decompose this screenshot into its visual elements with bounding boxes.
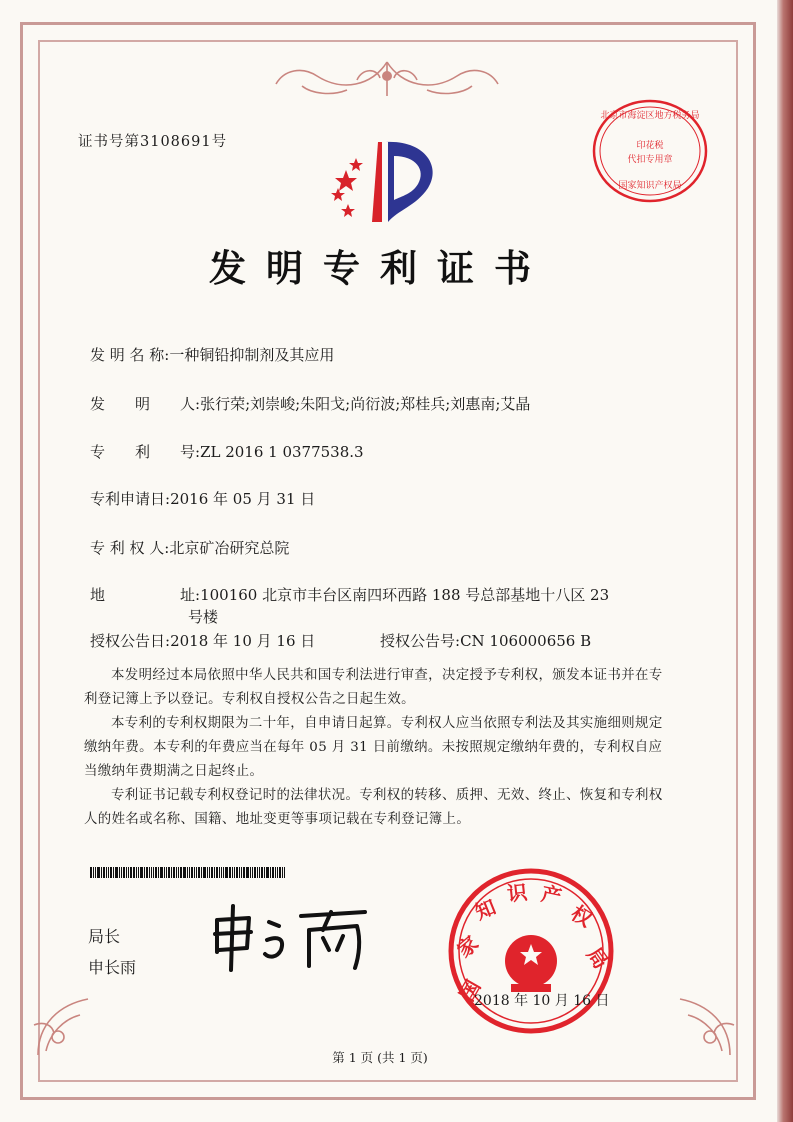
barcode-bar — [266, 867, 269, 878]
barcode-bar — [168, 867, 170, 878]
barcode-bar — [173, 867, 175, 878]
page-edge — [777, 0, 793, 1122]
barcode-bar — [275, 867, 276, 878]
inventors-label: 发 明 人: — [90, 395, 201, 413]
barcode-bar — [180, 867, 182, 878]
barcode — [90, 867, 286, 878]
filing-date-row — [90, 488, 315, 509]
barcode-bar — [252, 867, 253, 878]
barcode-bar — [108, 867, 109, 878]
barcode-bar — [272, 867, 274, 878]
grant-date-label: 授权公告日: — [90, 632, 171, 650]
barcode-bar — [146, 867, 148, 878]
barcode-bar — [277, 867, 278, 878]
barcode-bar — [198, 867, 200, 878]
barcode-bar — [250, 867, 251, 878]
patentee-label: 专 利 权 人: — [90, 539, 170, 557]
barcode-bar — [187, 867, 188, 878]
svg-text:家: 家 — [452, 931, 483, 963]
barcode-bar — [90, 867, 92, 878]
barcode-bar — [178, 867, 179, 878]
filing-date-value: 2016 年 05 月 31 日 — [170, 490, 316, 508]
inventors-row — [90, 393, 530, 414]
svg-text:权: 权 — [566, 900, 597, 932]
certificate-number: 证书号第3108691号 — [78, 134, 228, 150]
svg-text:北京市海淀区地方税务局: 北京市海淀区地方税务局 — [600, 111, 700, 121]
barcode-bar — [236, 867, 238, 878]
barcode-bar — [93, 867, 94, 878]
barcode-bar — [261, 867, 263, 878]
patentee-value: 北京矿冶研究总院 — [169, 539, 290, 557]
svg-text:国: 国 — [454, 975, 486, 1006]
address-row — [90, 584, 609, 605]
barcode-bar — [155, 867, 157, 878]
barcode-bar — [284, 867, 285, 878]
barcode-bar — [133, 867, 135, 878]
barcode-bar — [115, 867, 118, 878]
top-ornament — [262, 56, 512, 102]
barcode-bar — [243, 867, 245, 878]
barcode-bar — [191, 867, 193, 878]
svg-text:局: 局 — [582, 942, 614, 974]
barcode-bar — [201, 867, 202, 878]
barcode-bar — [257, 867, 258, 878]
barcode-bar — [209, 867, 210, 878]
director-signature — [205, 900, 385, 980]
invention-name-row — [90, 344, 334, 365]
barcode-bar — [259, 867, 260, 878]
svg-text:产: 产 — [539, 881, 564, 909]
grant-date-row — [90, 630, 315, 651]
barcode-bar — [189, 867, 190, 878]
barcode-bar — [140, 867, 143, 878]
official-seal — [446, 866, 616, 1036]
barcode-bar — [151, 867, 152, 878]
grant-number-row — [380, 630, 591, 651]
signatory-name: 申长雨 — [88, 958, 137, 977]
barcode-bar — [121, 867, 122, 878]
barcode-bar — [282, 867, 283, 878]
barcode-bar — [225, 867, 228, 878]
barcode-bar — [196, 867, 197, 878]
barcode-bar — [254, 867, 256, 878]
barcode-bar — [203, 867, 206, 878]
barcode-bar — [113, 867, 114, 878]
barcode-bar — [136, 867, 137, 878]
legal-status-paragraph: 专利证书记载专利权登记时的法律状况。专利权的转移、质押、无效、终止、恢复和专利权人的姓名或名称、国籍、地址变更等事项记载在专利登记簿上。 — [84, 788, 663, 827]
barcode-bar — [130, 867, 132, 878]
barcode-bar — [207, 867, 208, 878]
signatory-title: 局长 — [88, 927, 121, 946]
barcode-bar — [110, 867, 112, 878]
barcode-bar — [149, 867, 150, 878]
barcode-bar — [158, 867, 159, 878]
barcode-bar — [164, 867, 165, 878]
tax-stamp — [590, 96, 710, 206]
barcode-bar — [214, 867, 215, 878]
barcode-bar — [234, 867, 235, 878]
patent-number-label: 专 利 号: — [90, 443, 201, 461]
address-value-line2: 号楼 — [188, 608, 219, 626]
invention-name-value: 一种铜铅抑制剂及其应用 — [169, 346, 335, 364]
barcode-bar — [219, 867, 220, 878]
barcode-bar — [106, 867, 107, 878]
barcode-bar — [246, 867, 249, 878]
barcode-bar — [194, 867, 195, 878]
page-number: 第 1 页 (共 1 页) — [332, 1050, 428, 1065]
address-label: 地 址: — [90, 586, 201, 604]
barcode-bar — [223, 867, 224, 878]
filing-date-label: 专利申请日: — [90, 490, 171, 508]
grant-number-label: 授权公告号: — [380, 632, 461, 650]
barcode-bar — [279, 867, 281, 878]
barcode-bar — [183, 867, 186, 878]
barcode-bar — [138, 867, 139, 878]
address-value-line1: 100160 北京市丰台区南四环西路 188 号总部基地十八区 23 — [200, 586, 610, 604]
barcode-bar — [101, 867, 102, 878]
barcode-bar — [119, 867, 120, 878]
barcode-bar — [241, 867, 242, 878]
barcode-bar — [216, 867, 218, 878]
barcode-bar — [229, 867, 231, 878]
barcode-bar — [144, 867, 145, 878]
barcode-bar — [221, 867, 222, 878]
barcode-bar — [160, 867, 163, 878]
inventors-value: 张行荣;刘崇峻;朱阳戈;尚衍波;郑桂兵;刘惠南;艾晶 — [200, 395, 531, 413]
barcode-bar — [97, 867, 100, 878]
svg-text:知: 知 — [471, 894, 500, 925]
barcode-bar — [239, 867, 240, 878]
barcode-bar — [126, 867, 127, 878]
seal-date: 2018 年 10 月 16 日 — [474, 993, 610, 1009]
barcode-bar — [232, 867, 233, 878]
certificate-title: 发明专利证书 — [209, 246, 551, 290]
barcode-bar — [264, 867, 265, 878]
barcode-bar — [128, 867, 129, 878]
grant-number-value: CN 106000656 B — [460, 632, 592, 650]
svg-text:代扣专用章: 代扣专用章 — [627, 155, 673, 165]
grant-paragraph: 本发明经过本局依照中华人民共和国专利法进行审查，决定授予专利权，颁发本证书并在专利登记簿上予以登记。专利权自授权公告之日起生效。 — [84, 668, 663, 707]
svg-text:国家知识产权局: 国家知识产权局 — [618, 181, 682, 191]
barcode-bar — [166, 867, 167, 878]
patentee-row — [90, 537, 289, 558]
grant-date-value: 2018 年 10 月 16 日 — [170, 632, 316, 650]
barcode-bar — [123, 867, 125, 878]
barcode-bar — [176, 867, 177, 878]
barcode-bar — [103, 867, 105, 878]
patent-number-row — [90, 441, 364, 462]
barcode-bar — [171, 867, 172, 878]
svg-text:印花税: 印花税 — [636, 141, 664, 151]
barcode-bar — [270, 867, 271, 878]
barcode-bar — [211, 867, 213, 878]
barcode-bar — [153, 867, 154, 878]
term-paragraph: 本专利的专利权期限为二十年，自申请日起算。专利权人应当依照专利法及其实施细则规定缴纳年费。本专利的年费应当在每年 05 月 31 日前缴纳。未按照规定缴纳年费的，专利权自应当缴纳年费期满之日起终止。 — [84, 716, 663, 779]
invention-name-label: 发 明 名 称: — [90, 346, 170, 364]
patent-office-logo — [316, 130, 446, 230]
barcode-bar — [95, 867, 96, 878]
patent-number-value: ZL 2016 1 0377538.3 — [200, 443, 364, 461]
svg-text:识: 识 — [506, 880, 529, 907]
